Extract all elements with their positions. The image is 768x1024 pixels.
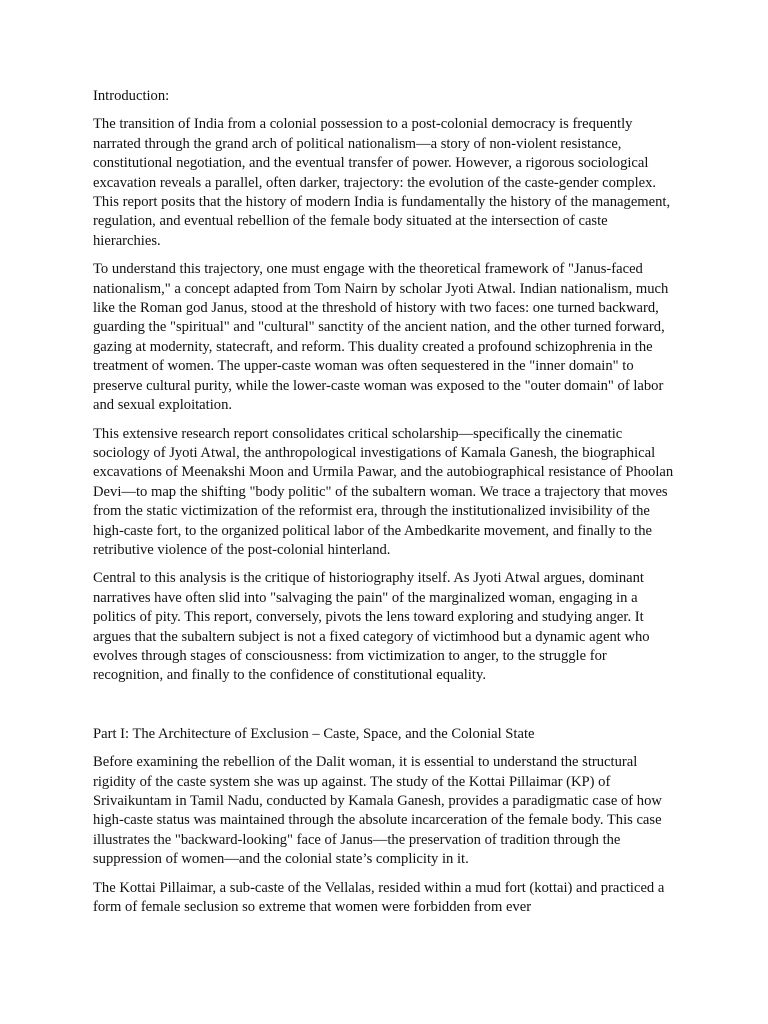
- intro-paragraph-3: This extensive research report consolidates critical scholarship—specifically the cinematic sociology of Jyoti Atwal, the anthropological investigations of Kamala Ganesh, the biographical excavations of Meenakshi Moon and Urmila Pawar, and the autobiographical resistance of Phoolan Devi—to map the shifting "body politic" of the subaltern woman. We trace a trajectory that moves from the static victimization of the reformist era, through the institutionalized invisibility of the high-caste fort, to the organized political labor of the Ambedkarite movement, and finally to the retributive violence of the post-colonial hinterland.: [93, 425, 674, 558]
- intro-paragraph-1: The transition of India from a colonial possession to a post-colonial democracy is frequently narrated through the grand arch of political nationalism—a story of non-violent resistance, constitutional negotiation, and the eventual transfer of power. However, a rigorous sociological excavation reveals a parallel, often darker, trajectory: the evolution of the caste-gender complex. This report posits that the history of modern India is fundamentally the history of the management, regulation, and eventual rebellion of the female body situated at the intersection of caste hierarchies.: [93, 116, 671, 249]
- part1-heading: Part I: The Architecture of Exclusion – Caste, Space, and the Colonial State: [93, 725, 535, 742]
- intro-paragraph-4: Central to this analysis is the critique of historiography itself. As Jyoti Atwal argues, dominant narratives have often slid into "salvaging the pain" of the marginalized woman, engaging in a politics of pity. This report, conversely, pivots the lens toward exploring and studying anger. It argues that the subaltern subject is not a fixed category of victimhood but a dynamic agent who evolves through stages of consciousness: from victimization to anger, to the struggle for recognition, and finally to the confidence of constitutional equality.: [93, 570, 650, 684]
- intro-paragraph-2: To understand this trajectory, one must engage with the theoretical framework of "Janus-faced nationalism," a concept adapted from Tom Nairn by scholar Jyoti Atwal. Indian nationalism, much like the Roman god Janus, stood at the threshold of history with two faces: one turned backward, guarding the "spiritual" and "cultural" sanctity of the ancient nation, and the other turned forward, gazing at modernity, statecraft, and reform. This duality created a profound schizophrenia in the treatment of women. The upper-caste woman was often sequestered in the "inner domain" to preserve cultural purity, while the lower-caste woman was exposed to the "outer domain" of labor and sexual exploitation.: [93, 261, 669, 414]
- document-body: [93, 87, 675, 926]
- part1-paragraph-2: The Kottai Pillaimar, a sub-caste of the Vellalas, resided within a mud fort (kottai) and practiced a form of female seclusion so extreme that women were forbidden from ever: [93, 879, 665, 916]
- intro-heading: Introduction:: [93, 88, 170, 104]
- part1-paragraph-1: Before examining the rebellion of the Dalit woman, it is essential to understand the structural rigidity of the caste system she was up against. The study of the Kottai Pillaimar (KP) of Srivaikuntam in Tamil Nadu, conducted by Kamala Ganesh, provides a paradigmatic case of how high-caste status was maintained through the absolute incarceration of the female body. This case illustrates the "backward-looking" face of Janus—the preservation of tradition through the suppression of women—and the colonial state’s complicity in it.: [93, 754, 662, 868]
